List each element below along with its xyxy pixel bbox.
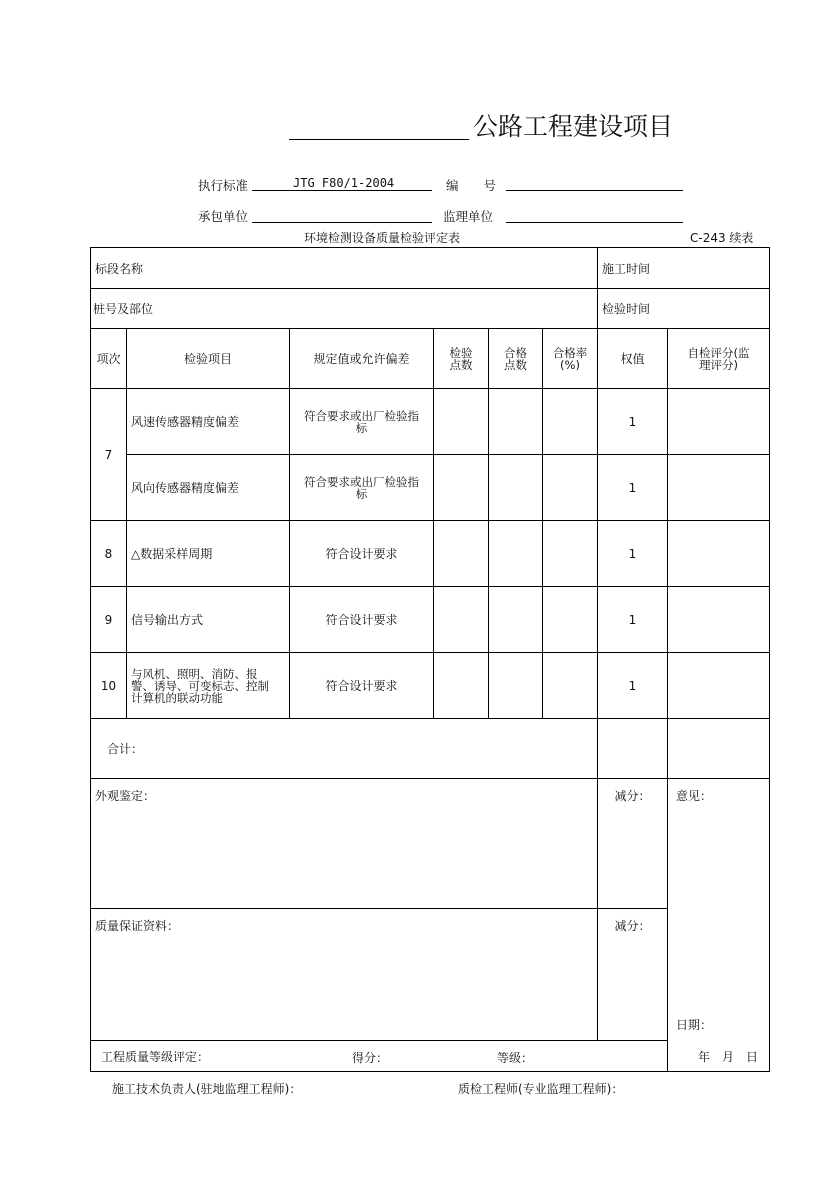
table-row <box>91 587 770 653</box>
item-name: 信号输出方式 <box>127 587 290 653</box>
table-row <box>91 389 770 455</box>
table-row <box>91 455 770 521</box>
total-score-cell[interactable] <box>668 719 770 779</box>
inspection-time-label: 检验时间 <box>602 302 651 316</box>
score-cell[interactable] <box>668 653 770 719</box>
item-weight: 1 <box>598 455 668 521</box>
check-points-cell[interactable] <box>434 521 489 587</box>
item-spec: 符合要求或出厂检验指标 <box>290 389 434 455</box>
deduct-label-2: 减分： <box>614 919 651 933</box>
score-label: 得分： <box>352 1051 389 1065</box>
inspection-time-cell[interactable] <box>598 289 770 329</box>
item-name: 与风机、照明、消防、报警、诱导、可变标志、控制计算机的联动功能 <box>127 653 290 719</box>
item-spec: 符合设计要求 <box>290 653 434 719</box>
supervisor-label: 监理单位 <box>443 209 494 224</box>
item-name: 风向传感器精度偏差 <box>127 455 290 521</box>
col-pass-points: 合格点数 <box>489 329 543 389</box>
pass-points-cell[interactable] <box>489 455 543 521</box>
total-weight-cell[interactable] <box>598 719 668 779</box>
quality-docs-cell[interactable] <box>91 909 598 1041</box>
pass-points-cell[interactable] <box>489 653 543 719</box>
supervisor-field[interactable] <box>506 222 683 223</box>
item-spec: 符合设计要求 <box>290 587 434 653</box>
deduct-label-1: 减分： <box>614 789 651 803</box>
quality-docs-label: 质量保证资料： <box>95 919 180 933</box>
section-name-label: 标段名称 <box>95 261 144 276</box>
score-cell[interactable] <box>668 389 770 455</box>
tech-lead-signature: 施工技术负责人(驻地监理工程师)： <box>112 1082 302 1096</box>
date-label: 日期： <box>676 1018 713 1032</box>
standard-label: 执行标准 <box>198 178 249 193</box>
pass-rate-cell[interactable] <box>543 389 598 455</box>
col-pass-rate: 合格率(%) <box>543 329 598 389</box>
pass-points-cell[interactable] <box>489 389 543 455</box>
opinion-cell[interactable] <box>668 779 770 1072</box>
col-item-no: 项次 <box>91 329 127 389</box>
standard-value: JTG F80/1-2004 <box>293 176 395 190</box>
check-points-cell[interactable] <box>434 587 489 653</box>
number-field[interactable] <box>506 190 683 191</box>
item-spec: 符合要求或出厂检验指标 <box>290 455 434 521</box>
inspection-table <box>90 247 770 1072</box>
qc-engineer-signature: 质检工程师(专业监理工程师)： <box>458 1082 624 1096</box>
col-item: 检验项目 <box>127 329 290 389</box>
col-score: 自检评分(监理评分) <box>668 329 770 389</box>
construction-time-label: 施工时间 <box>602 261 651 276</box>
check-points-cell[interactable] <box>434 389 489 455</box>
pass-rate-cell[interactable] <box>543 653 598 719</box>
opinion-label: 意见： <box>676 789 713 803</box>
table-row <box>91 653 770 719</box>
contractor-field[interactable] <box>252 222 432 223</box>
form-code: C-243 续表 <box>690 231 754 245</box>
score-cell[interactable] <box>668 521 770 587</box>
col-check-points: 检验点数 <box>434 329 489 389</box>
deduct-cell-2[interactable] <box>598 909 668 1041</box>
item-weight: 1 <box>598 587 668 653</box>
total-cell <box>91 719 598 779</box>
check-points-cell[interactable] <box>434 653 489 719</box>
station-part-cell[interactable] <box>91 289 598 329</box>
contractor-label: 承包单位 <box>198 209 249 224</box>
item-weight: 1 <box>598 653 668 719</box>
check-points-cell[interactable] <box>434 455 489 521</box>
appearance-cell[interactable] <box>91 779 598 909</box>
grade-label: 等级： <box>497 1051 534 1065</box>
col-spec: 规定值或允许偏差 <box>290 329 434 389</box>
item-weight: 1 <box>598 389 668 455</box>
station-part-label: 桩号及部位 <box>93 302 154 316</box>
pass-rate-cell[interactable] <box>543 587 598 653</box>
item-no: 8 <box>91 521 127 587</box>
project-name-line <box>289 139 469 140</box>
pass-points-cell[interactable] <box>489 587 543 653</box>
col-weight: 权值 <box>598 329 668 389</box>
date-ymd: 年 月 日 <box>698 1050 759 1064</box>
form-name: 环境检测设备质量检验评定表 <box>304 231 461 245</box>
pass-points-cell[interactable] <box>489 521 543 587</box>
item-no: 9 <box>91 587 127 653</box>
score-cell[interactable] <box>668 455 770 521</box>
appearance-label: 外观鉴定： <box>95 789 156 803</box>
section-name-cell[interactable] <box>91 248 598 289</box>
total-label: 合计： <box>107 742 144 756</box>
deduct-cell-1[interactable] <box>598 779 668 909</box>
grade-eval-cell[interactable] <box>91 1041 668 1072</box>
item-spec: 符合设计要求 <box>290 521 434 587</box>
grade-eval-label: 工程质量等级评定： <box>101 1049 210 1064</box>
page-title: 公路工程建设项目 <box>473 112 674 141</box>
pass-rate-cell[interactable] <box>543 455 598 521</box>
number-label: 编 号 <box>446 178 497 193</box>
score-cell[interactable] <box>668 587 770 653</box>
pass-rate-cell[interactable] <box>543 521 598 587</box>
item-weight: 1 <box>598 521 668 587</box>
standard-field[interactable] <box>252 190 432 191</box>
item-name: △数据采样周期 <box>127 521 290 587</box>
item-no: 10 <box>91 653 127 719</box>
construction-time-cell[interactable] <box>598 248 770 289</box>
item-name: 风速传感器精度偏差 <box>127 389 290 455</box>
item-no: 7 <box>91 389 127 521</box>
table-row <box>91 521 770 587</box>
